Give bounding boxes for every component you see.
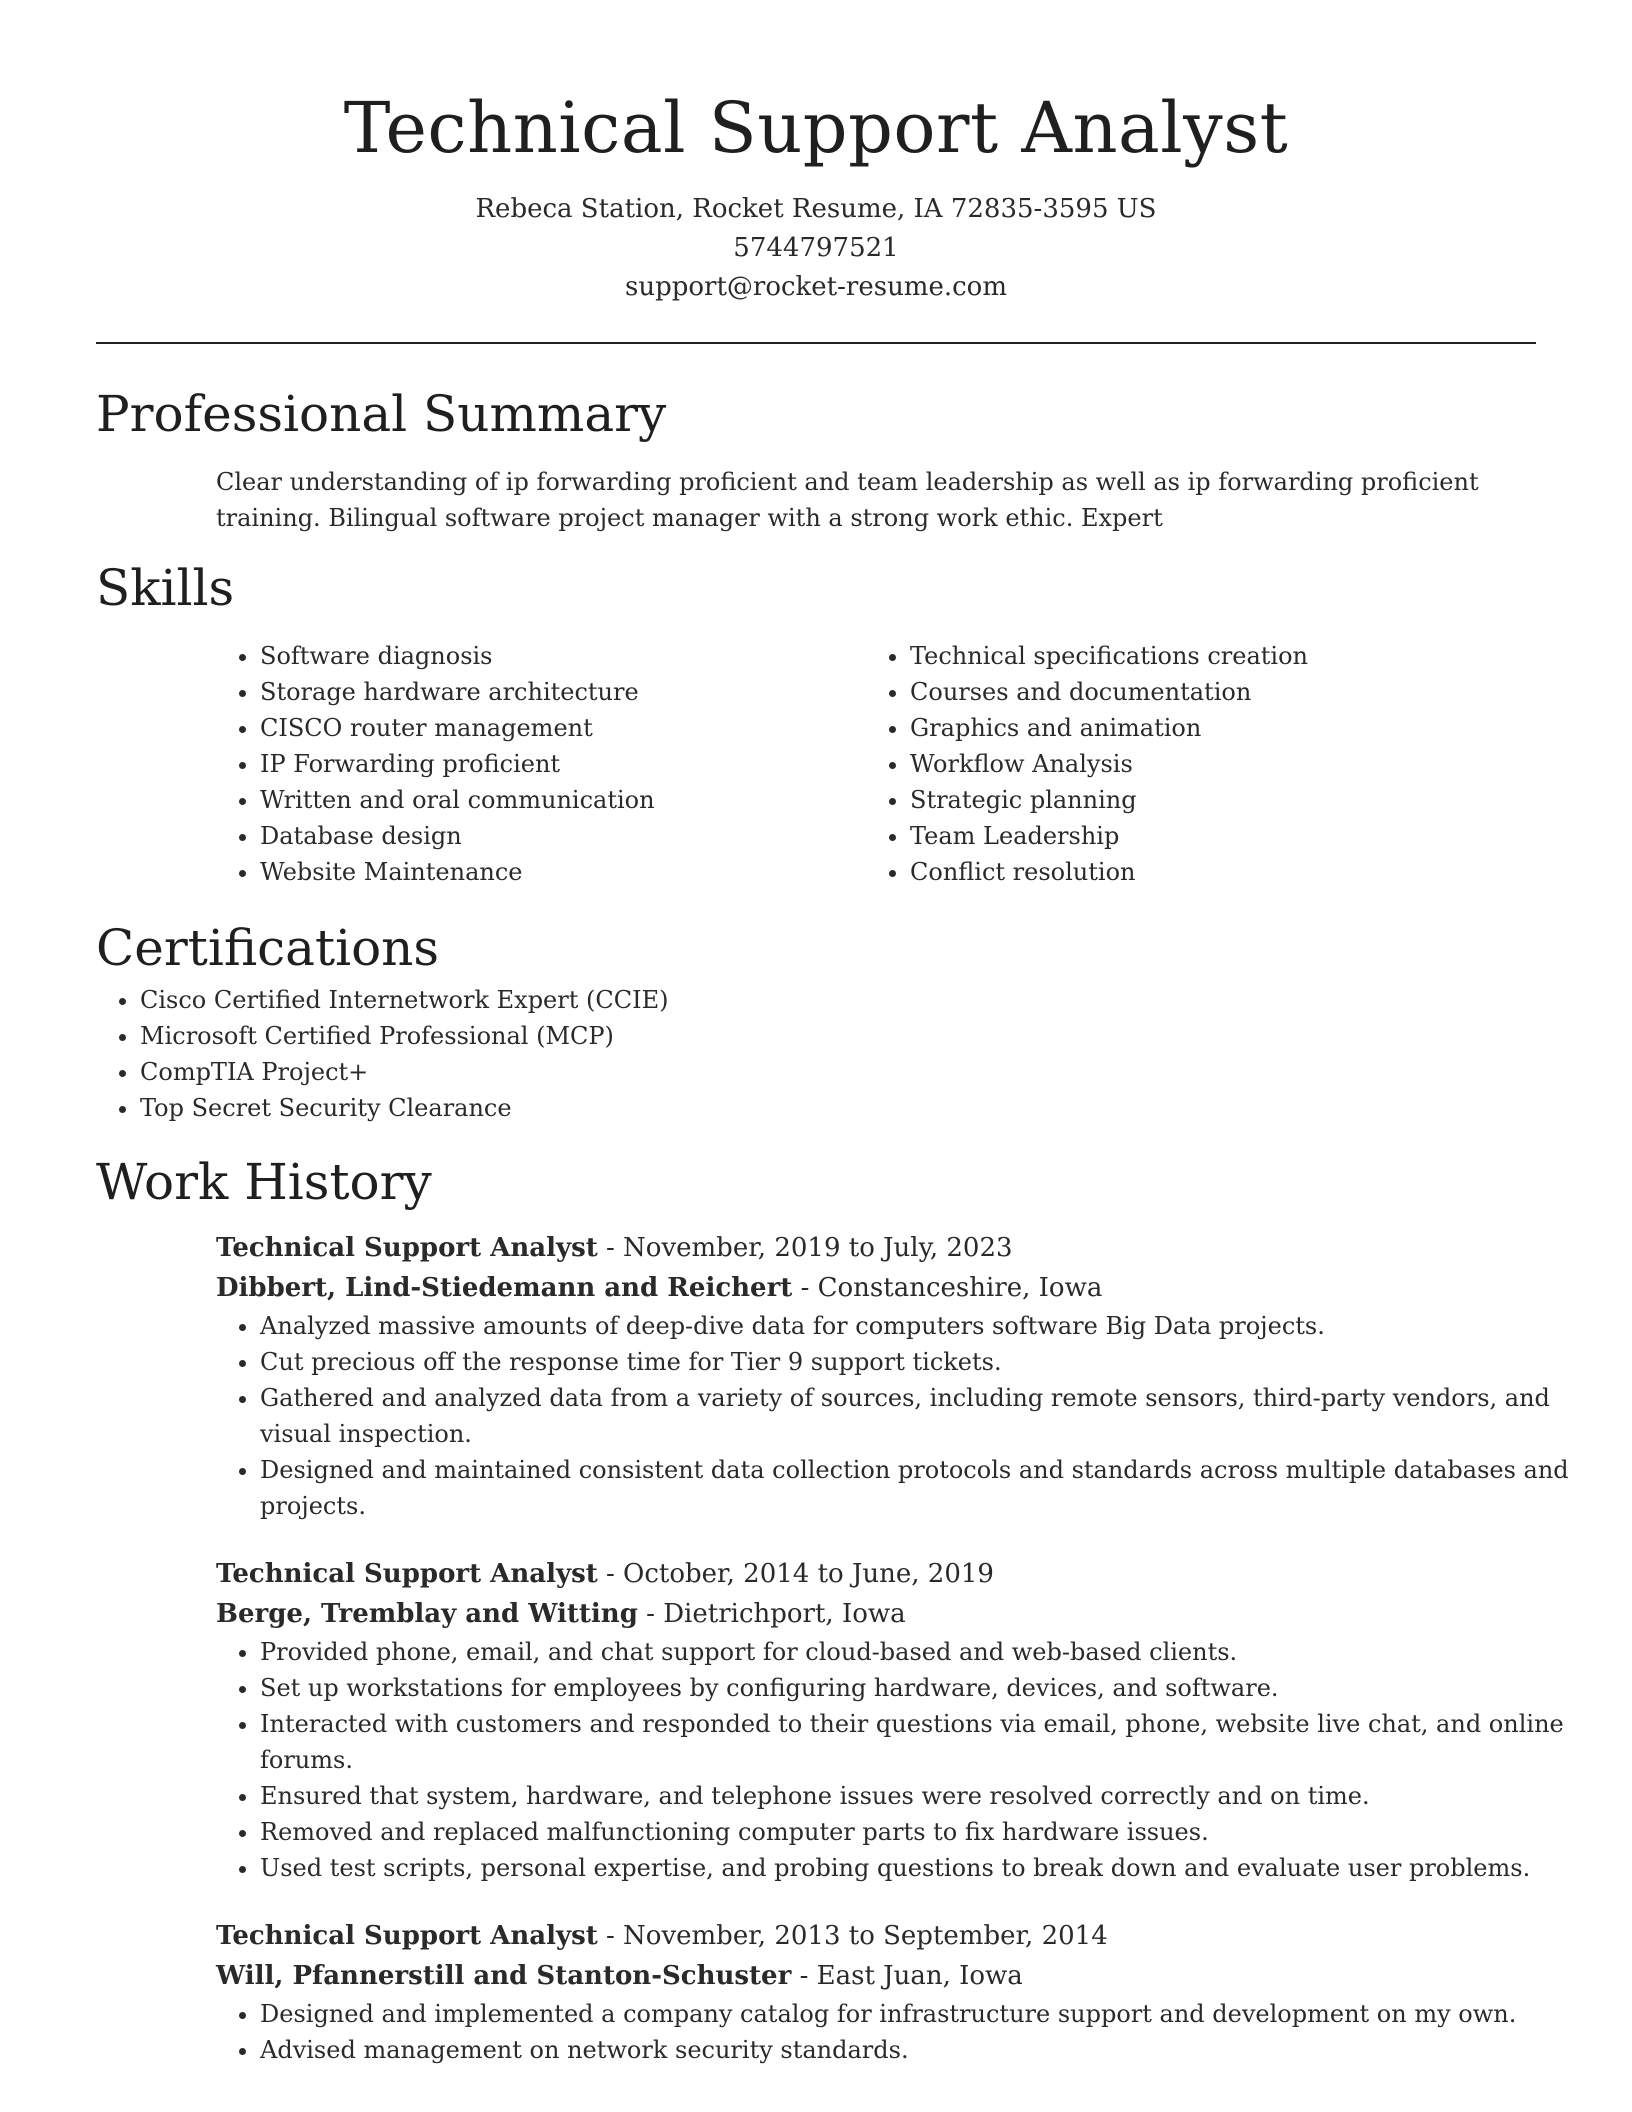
job-location: - East Juan, Iowa xyxy=(791,1961,1023,1991)
skill-item: • CISCO router management xyxy=(260,710,866,746)
job-dates: - November, 2019 to July, 2023 xyxy=(597,1233,1013,1263)
job-duty: • Ensured that system, hardware, and telephone issues were resolved correctly and on time. xyxy=(260,1778,1590,1814)
job-duty: • Advised management on network security standards. xyxy=(260,2032,1590,2068)
skill-item: • Database design xyxy=(260,818,866,854)
job-role: Technical Support Analyst xyxy=(216,1233,598,1263)
job-duties xyxy=(216,1308,1590,1524)
job-entry xyxy=(216,1554,1564,1886)
job-dates: - November, 2013 to September, 2014 xyxy=(597,1921,1108,1951)
job-company: Berge, Tremblay and Witting xyxy=(216,1599,638,1629)
job-location: - Dietrichport, Iowa xyxy=(637,1599,906,1629)
skill-item: • Courses and documentation xyxy=(910,674,1516,710)
skill-item: • Team Leadership xyxy=(910,818,1516,854)
job-duty: • Analyzed massive amounts of deep-dive data for computers software Big Data projects. xyxy=(260,1308,1590,1344)
job-duty: • Set up workstations for employees by configuring hardware, devices, and software. xyxy=(260,1670,1590,1706)
contact-phone: 5744797521 xyxy=(733,233,899,263)
contact-address: Rebeca Station, Rocket Resume, IA 72835-3595 US xyxy=(475,194,1157,224)
skill-item: • Conflict resolution xyxy=(910,854,1516,890)
job-company-line xyxy=(216,1956,1536,1996)
skills-heading: Skills xyxy=(96,559,235,617)
job-role: Technical Support Analyst xyxy=(216,1559,598,1589)
skill-item: • IP Forwarding proficient xyxy=(260,746,866,782)
job-location: - Constanceshire, Iowa xyxy=(792,1273,1103,1303)
certifications-heading: Certifications xyxy=(96,919,440,977)
job-duty: • Designed and implemented a company catalog for infrastructure support and development on my own. xyxy=(260,1996,1590,2032)
job-duty: • Gathered and analyzed data from a variety of sources, including remote sensors, third-party vendors, and visual inspection. xyxy=(260,1380,1590,1452)
certification-item: • Microsoft Certified Professional (MCP) xyxy=(140,1018,1536,1054)
candidate-title: Technical Support Analyst xyxy=(343,87,1289,169)
certification-item: • Top Secret Security Clearance xyxy=(140,1090,1536,1126)
job-title-line xyxy=(216,1228,1536,1268)
job-title-line xyxy=(216,1554,1536,1594)
resume-header xyxy=(0,0,1632,307)
job-title-line xyxy=(216,1916,1536,1956)
certification-item: • CompTIA Project+ xyxy=(140,1054,1536,1090)
skills-right-list xyxy=(866,638,1516,890)
summary-text: Clear understanding of ip forwarding proficient and team leadership as well as ip forwarding proficient training. Bilingual software project manager with a strong work ethic. Expert xyxy=(216,468,1479,532)
summary-heading: Professional Summary xyxy=(96,385,667,443)
skills-columns xyxy=(216,638,1536,890)
skills-right-column xyxy=(866,638,1516,890)
job-duty: • Removed and replaced malfunctioning computer parts to fix hardware issues. xyxy=(260,1814,1590,1850)
certifications-list xyxy=(96,982,1536,1126)
contact-email: support@rocket-resume.com xyxy=(624,272,1007,302)
job-duties xyxy=(216,1996,1590,2068)
certification-item: • Cisco Certified Internetwork Expert (CCIE) xyxy=(140,982,1536,1018)
skill-item: • Graphics and animation xyxy=(910,710,1516,746)
skill-item: • Strategic planning xyxy=(910,782,1516,818)
job-duty: • Provided phone, email, and chat support for cloud-based and web-based clients. xyxy=(260,1634,1590,1670)
skill-item: • Website Maintenance xyxy=(260,854,866,890)
job-duties xyxy=(216,1634,1590,1886)
skills-left-list xyxy=(216,638,866,890)
job-entry xyxy=(216,1916,1536,2068)
skill-item: • Written and oral communication xyxy=(260,782,866,818)
skill-item: • Storage hardware architecture xyxy=(260,674,866,710)
header-divider xyxy=(96,342,1536,344)
job-dates: - October, 2014 to June, 2019 xyxy=(597,1559,994,1589)
skills-left-column xyxy=(216,638,866,890)
skill-item: • Technical specifications creation xyxy=(910,638,1516,674)
job-duty: • Cut precious off the response time for Tier 9 support tickets. xyxy=(260,1344,1590,1380)
job-role: Technical Support Analyst xyxy=(216,1921,598,1951)
job-company-line xyxy=(216,1594,1536,1634)
skill-item: • Workflow Analysis xyxy=(910,746,1516,782)
job-duty: • Interacted with customers and responded to their questions via email, phone, website live chat, and online forums. xyxy=(260,1706,1590,1778)
job-company: Dibbert, Lind-Stiedemann and Reichert xyxy=(216,1273,793,1303)
job-duty: • Used test scripts, personal expertise, and probing questions to break down and evaluate user problems. xyxy=(260,1850,1590,1886)
job-duty: • Designed and maintained consistent data collection protocols and standards across multiple databases and projects. xyxy=(260,1452,1590,1524)
job-entry xyxy=(216,1228,1569,1524)
job-company: Will, Pfannerstill and Stanton-Schuster xyxy=(216,1961,792,1991)
resume-body xyxy=(96,380,1569,2068)
job-company-line xyxy=(216,1268,1536,1308)
work-history-heading: Work History xyxy=(96,1153,432,1211)
skill-item: • Software diagnosis xyxy=(260,638,866,674)
